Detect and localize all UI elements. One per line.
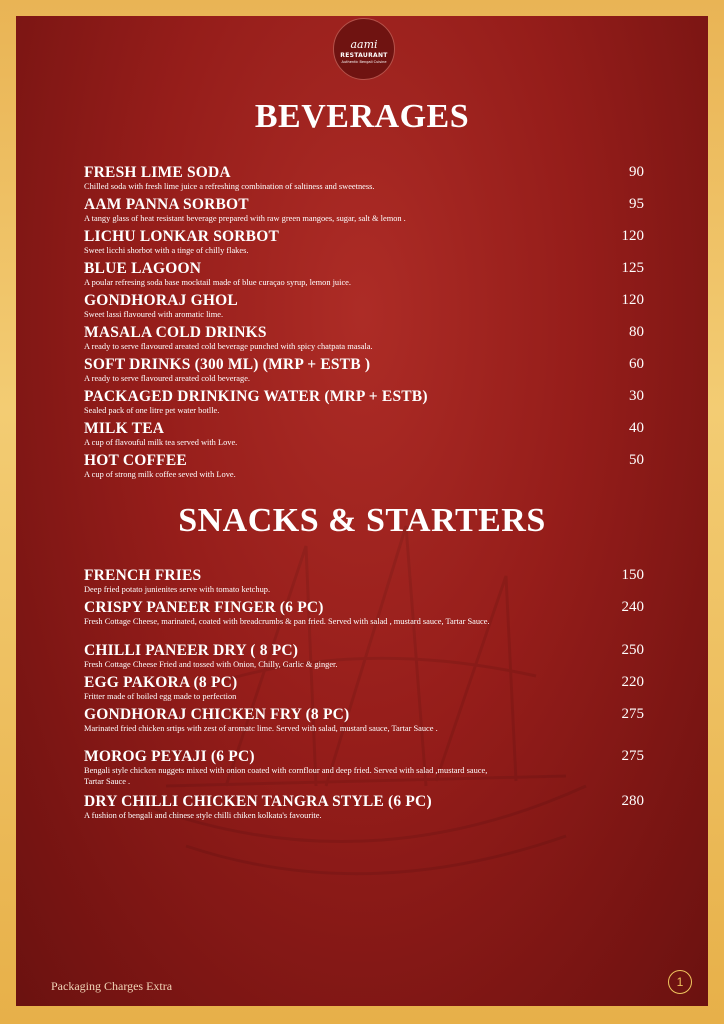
- item-name: MILK TEA: [84, 420, 165, 437]
- menu-item: [84, 452, 644, 484]
- restaurant-logo: [333, 18, 395, 80]
- item-price: 120: [621, 292, 644, 308]
- menu-item: [84, 567, 644, 599]
- menu-item: [84, 642, 644, 674]
- item-name: LICHU LONKAR SORBOT: [84, 228, 279, 245]
- item-description: Marinated fried chicken srtips with zest of aromatc lime. Served with salad, mustard sauce, Tartar Sauce .: [84, 724, 438, 733]
- item-name: MASALA COLD DRINKS: [84, 324, 267, 341]
- item-name: BLUE LAGOON: [84, 260, 202, 277]
- item-price: 240: [621, 599, 644, 615]
- item-price: 40: [629, 420, 644, 436]
- logo-restaurant-text: RESTAURANT: [340, 51, 388, 59]
- menu-item: [84, 674, 644, 706]
- menu-item: [84, 793, 644, 825]
- menu-item: [84, 420, 644, 452]
- item-name: FRESH LIME SODA: [84, 164, 231, 181]
- item-price: 280: [621, 793, 644, 809]
- item-name: HOT COFFEE: [84, 452, 187, 469]
- section-title-beverages: BEVERAGES: [254, 98, 470, 135]
- item-price: 50: [629, 452, 644, 468]
- item-name: GONDHORAJ CHICKEN FRY (8 PC): [84, 706, 350, 723]
- menu-item: [84, 292, 644, 324]
- item-price: 250: [621, 642, 644, 658]
- logo-tagline: Authentic Bengali Cuisine: [341, 59, 387, 64]
- item-name: FRENCH FRIES: [84, 567, 202, 584]
- item-name: DRY CHILLI CHICKEN TANGRA STYLE (6 PC): [84, 793, 432, 810]
- item-price: 275: [621, 706, 644, 722]
- item-name: CRISPY PANEER FINGER (6 PC): [84, 599, 324, 616]
- item-description: A ready to serve flavoured areated cold beverage punched with spicy chatpata masala.: [84, 342, 373, 351]
- item-price: 120: [621, 228, 644, 244]
- item-description: Chilled soda with fresh lime juice a refreshing combination of saltiness and sweetness.: [84, 182, 375, 191]
- item-description: Fresh Cottage Cheese Fried and tossed with Onion, Chilly, Garlic & ginger.: [84, 660, 338, 669]
- menu-item: [84, 388, 644, 420]
- logo-script-text: aami: [350, 37, 378, 51]
- item-description: A tangy glass of heat resistant beverage prepared with raw green mangoes, sugar, salt & lemon .: [84, 214, 406, 223]
- item-description: Fritter made of boiled egg made to perfection: [84, 692, 237, 701]
- item-name: EGG PAKORA (8 PC): [84, 674, 238, 691]
- item-price: 220: [621, 674, 644, 690]
- item-name: PACKAGED DRINKING WATER (MRP + ESTB): [84, 388, 428, 405]
- item-price: 275: [621, 748, 644, 764]
- item-description: A ready to serve flavoured areated cold beverage.: [84, 374, 251, 383]
- page-number: 1: [668, 970, 692, 994]
- menu-item: [84, 599, 644, 642]
- menu-item: [84, 164, 644, 196]
- item-price: 90: [629, 164, 644, 180]
- item-price: 60: [629, 356, 644, 372]
- item-name: MOROG PEYAJI (6 PC): [84, 748, 255, 765]
- item-name: SOFT DRINKS (300 ML) (MRP + ESTB ): [84, 356, 371, 373]
- menu-item: [84, 706, 644, 748]
- item-description: A fushion of bengali and chinese style chilli chiken kolkata's favourite.: [84, 811, 322, 820]
- menu-item: [84, 260, 644, 292]
- section-title-snacks: SNACKS & STARTERS: [178, 502, 546, 539]
- menu-item: [84, 196, 644, 228]
- item-price: 150: [621, 567, 644, 583]
- item-description: Sweet licchi shorbot with a tinge of chilly flakes.: [84, 246, 249, 255]
- item-price: 80: [629, 324, 644, 340]
- menu-item: [84, 228, 644, 260]
- menu-page: [16, 16, 708, 1006]
- item-name: AAM PANNA SORBOT: [84, 196, 249, 213]
- packaging-charges-note: Packaging Charges Extra: [51, 979, 173, 993]
- item-description: Fresh Cottage Cheese, marinated, coated with breadcrumbs & pan fried. Served with salad , mustard sauce, Tartar Sauce.: [84, 617, 490, 626]
- item-description: Deep fried potato junienites serve with tomato ketchup.: [84, 585, 271, 594]
- item-name: GONDHORAJ GHOL: [84, 292, 238, 309]
- item-description: Sweet lassi flavoured with aromatic lime.: [84, 310, 224, 319]
- menu-item: [84, 356, 644, 388]
- item-price: 125: [621, 260, 644, 276]
- item-name: CHILLI PANEER DRY ( 8 PC): [84, 642, 299, 659]
- item-description: Bengali style chicken nuggets mixed with onion coated with cornflour and deep fried. Served with salad ,mustard sauce, Tartar Sauce .: [84, 766, 488, 786]
- item-description: A cup of strong milk coffee seved with Love.: [84, 470, 236, 479]
- item-description: A cup of flavouful milk tea served with Love.: [84, 438, 238, 447]
- item-description: A poular refresing soda base mocktail made of blue curaçao syrup, lemon juice.: [84, 278, 351, 287]
- menu-item: [84, 748, 644, 793]
- item-price: 95: [629, 196, 644, 212]
- snacks-list: [84, 567, 644, 825]
- menu-item: [84, 324, 644, 356]
- item-price: 30: [629, 388, 644, 404]
- item-description: Sealed pack of one litre pet water botlle.: [84, 406, 220, 415]
- beverages-list: [84, 164, 644, 484]
